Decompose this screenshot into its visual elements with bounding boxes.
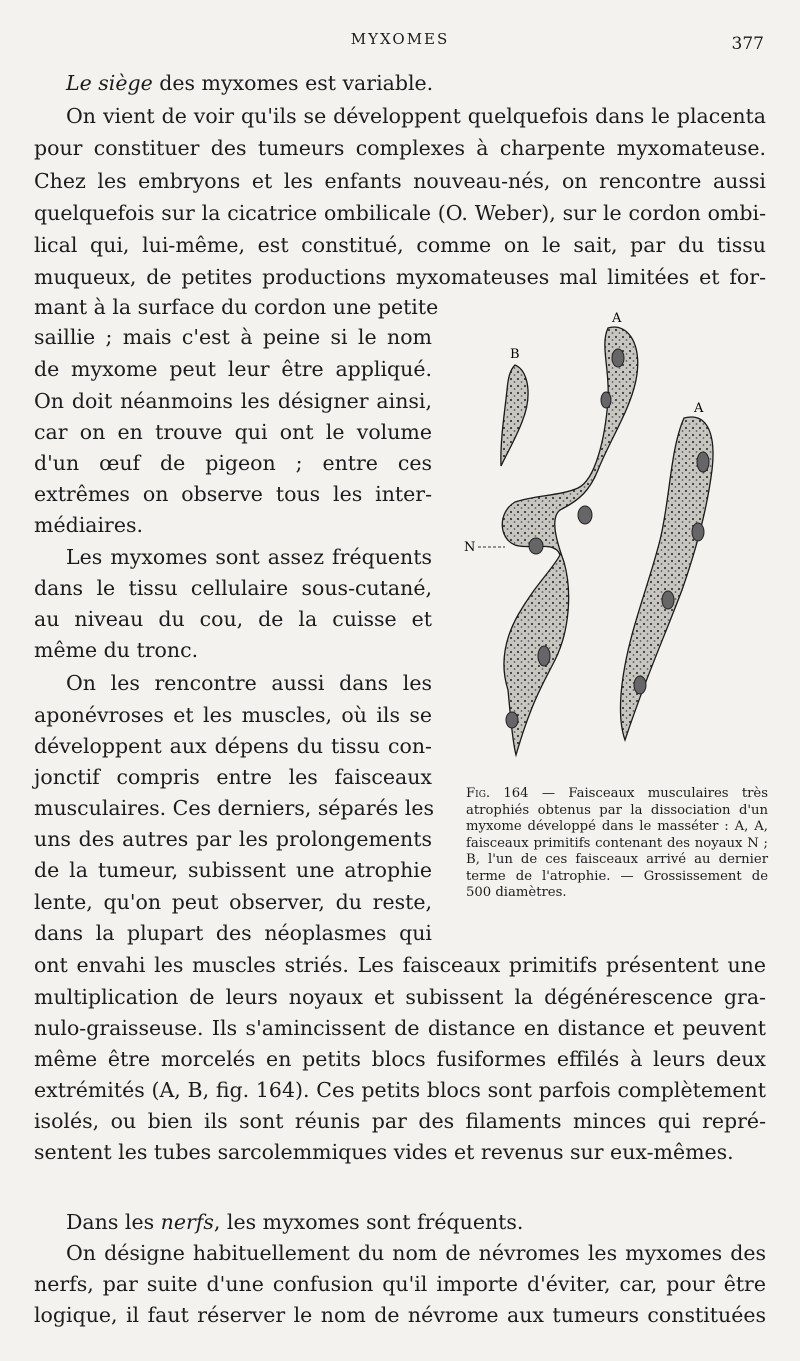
nucleus xyxy=(506,712,518,728)
paragraph-line: nerfs, par suite d'une confusion qu'il importe d'éviter, car, pour être xyxy=(34,1272,766,1296)
paragraph-line: mant à la surface du cordon une petite xyxy=(34,295,439,319)
paragraph-line: logique, il faut réserver le nom de névrome aux tumeurs constituées xyxy=(34,1303,766,1327)
paragraph-line: uns des autres par les prolongements xyxy=(34,827,432,851)
paragraph-line: On les rencontre aussi dans les xyxy=(66,671,432,695)
nucleus xyxy=(601,392,611,408)
emphasis-nerfs: nerfs xyxy=(160,1210,214,1234)
page-number: 377 xyxy=(731,34,764,54)
paragraph-line: car on en trouve qui ont le volume xyxy=(34,420,432,444)
paragraph-line: On désigne habituellement du nom de névromes les myxomes des xyxy=(66,1241,766,1265)
line-text: Dans les xyxy=(66,1210,161,1234)
paragraph-line: dans la plupart des néoplasmes qui xyxy=(34,921,432,945)
paragraph-line: sentent les tubes sarcolemmiques vides et revenus sur eux-mêmes. xyxy=(34,1140,734,1164)
paragraph-line: de la tumeur, subissent une atrophie xyxy=(34,858,432,882)
figure-label-n: N xyxy=(464,540,476,555)
emphasis-siege: Le siège xyxy=(66,71,153,95)
paragraph-line: quelquefois sur la cicatrice ombilicale (O. Weber), sur le cordon ombi- xyxy=(34,201,766,225)
paragraph-line: nulo-graisseuse. Ils s'amincissent de distance en distance et peuvent xyxy=(34,1016,766,1040)
paragraph-line: d'un œuf de pigeon ; entre ces xyxy=(34,451,432,475)
nucleus xyxy=(529,538,543,554)
paragraph-line: jonctif compris entre les faisceaux xyxy=(34,765,432,789)
nucleus xyxy=(538,646,550,666)
figure-164-illustration xyxy=(460,300,780,780)
paragraph-line: On vient de voir qu'ils se développent quelquefois dans le placenta xyxy=(66,104,766,128)
paragraph-line: On doit néanmoins les désigner ainsi, xyxy=(34,389,432,413)
paragraph-line: Les myxomes sont assez fréquents xyxy=(66,545,432,569)
nucleus xyxy=(612,349,624,367)
paragraph-line: lente, qu'on peut observer, du reste, xyxy=(34,890,432,914)
paragraph-line: même être morcelés en petits blocs fusiformes effilés à leurs deux xyxy=(34,1047,766,1071)
figure-caption-text: — Faisceaux musculaires très atrophiés obtenus par la dissociation d'un myxome développé dans le masséter : A, A, faisceaux primitifs contenant des noyaux N ; B, l'un de ces faisceaux arrivé au dernier terme de l'atrophie. — Grossissement de 500 diamètres. xyxy=(466,786,768,900)
nucleus xyxy=(662,591,674,609)
paragraph-line: saillie ; mais c'est à peine si le nom xyxy=(34,325,432,349)
paragraph-line: multiplication de leurs noyaux et subissent la dégénérescence gra- xyxy=(34,985,766,1009)
figure-label-a-top: A xyxy=(612,311,622,326)
paragraph-line: musculaires. Ces derniers, séparés les xyxy=(34,796,434,820)
figure-caption-lead: Fig. 164 xyxy=(466,786,529,801)
paragraph-line: lical qui, lui-même, est constitué, comme on le sait, par du tissu xyxy=(34,233,766,257)
line-text: des myxomes est variable. xyxy=(152,71,434,95)
paragraph-line: muqueux, de petites productions myxomateuses mal limitées et for- xyxy=(34,265,766,289)
paragraph-line: pour constituer des tumeurs complexes à charpente myxomateuse. xyxy=(34,136,766,160)
paragraph-line: isolés, ou bien ils sont réunis par des filaments minces qui repré- xyxy=(34,1109,766,1133)
paragraph-line: aponévroses et les muscles, où ils se xyxy=(34,703,432,727)
muscle-fascicle-b xyxy=(501,365,528,466)
nucleus xyxy=(692,523,704,541)
paragraph-line: même du tronc. xyxy=(34,638,199,662)
figure-caption xyxy=(466,786,768,902)
figure-label-a-right: A xyxy=(694,401,704,416)
paragraph-line: Chez les embryons et les enfants nouveau-nés, on rencontre aussi xyxy=(34,169,766,193)
paragraph-line xyxy=(66,1207,766,1238)
nucleus xyxy=(697,452,709,472)
paragraph-line: ont envahi les muscles striés. Les faisceaux primitifs présentent une xyxy=(34,953,766,977)
paragraph-line xyxy=(66,68,766,99)
paragraph-line: dans le tissu cellulaire sous-cutané, xyxy=(34,576,432,600)
paragraph-line: extrêmes on observe tous les inter- xyxy=(34,482,432,506)
paragraph-line: développent aux dépens du tissu con- xyxy=(34,734,432,758)
nucleus xyxy=(634,676,646,694)
paragraph-line: au niveau du cou, de la cuisse et xyxy=(34,607,432,631)
paragraph-line: extrémités (A, B, fig. 164). Ces petits blocs sont parfois complètement xyxy=(34,1078,766,1102)
figure-label-b: B xyxy=(510,347,520,362)
running-header: MYXOMES xyxy=(350,30,450,48)
paragraph-line: de myxome peut leur être appliqué. xyxy=(34,357,432,381)
line-text: , les myxomes sont fréquents. xyxy=(213,1210,524,1234)
paragraph-line: médiaires. xyxy=(34,513,143,537)
nucleus xyxy=(578,506,592,524)
